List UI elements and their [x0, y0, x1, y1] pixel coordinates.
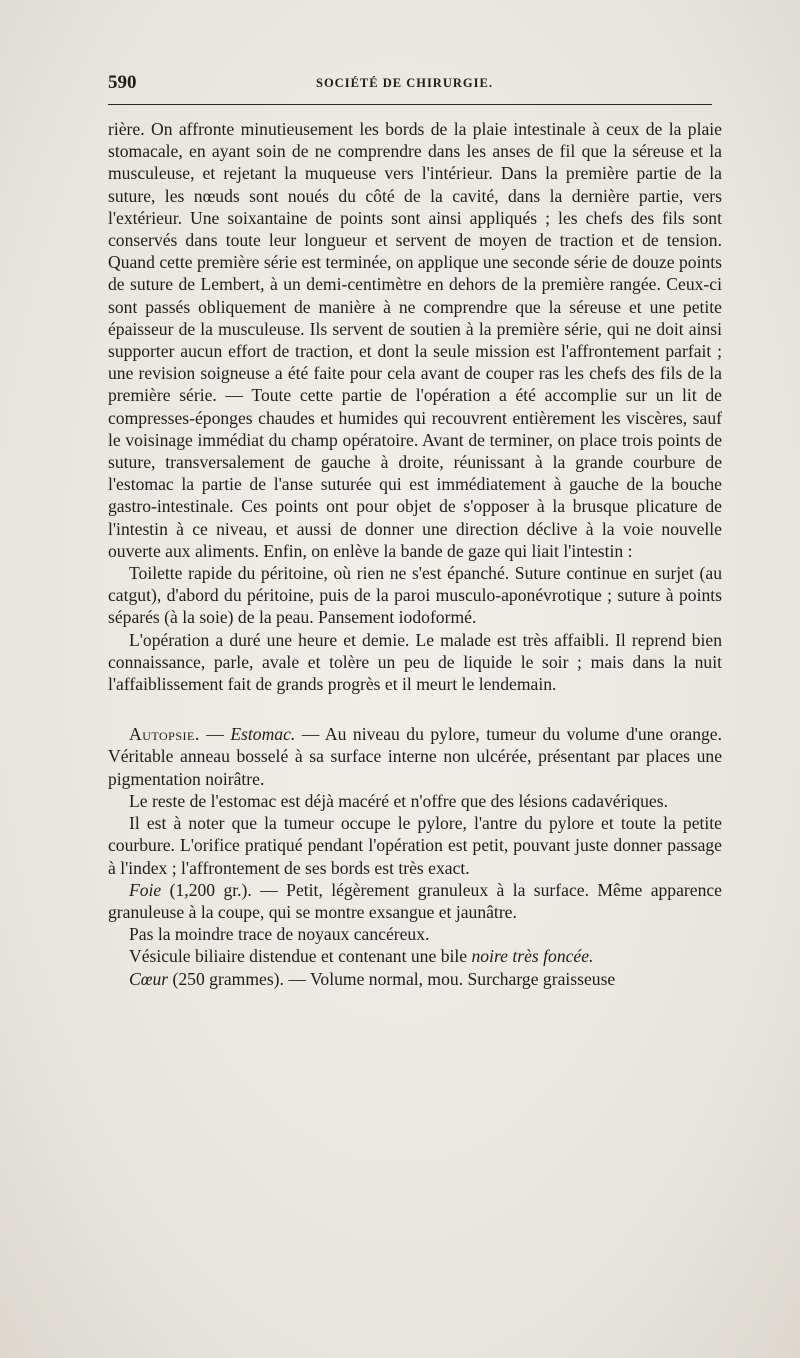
autopsie-text: — Au niveau du pylore, tumeur du volume d'une orange. Véritable anneau bosselé à sa surface interne non ulcérée, présentant par places une pigmentation noirâtre.	[108, 724, 722, 789]
page-header	[108, 72, 720, 98]
page-number: 590	[108, 72, 137, 93]
paragraph-suture: rière. On affronte minutieusement les bords de la plaie intestinale à ceux de la plaie stomacale, en ayant soin de ne comprendre dans les anses de fil que la séreuse et la musculeuse, et rejetant la muqueuse vers l'intérieur. Dans la première partie de la suture, les nœuds sont noués du côté de la cavité, dans la dernière partie, vers l'extérieur. Une soixantaine de points sont ainsi appliqués ; les chefs des fils sont conservés dans toute leur longueur et servent de moyen de traction et de tension. Quand cette première série est terminée, on applique une seconde série de douze points de suture de Lembert, à un demi-centimètre en dehors de la première rangée. Ceux-ci sont passés obliquement de manière à ne comprendre que la séreuse et une petite épaisseur de la musculeuse. Ils servent de soutien à la première série, qui ne doit ainsi supporter aucun effort de traction, et dont la seule mission est l'affrontement parfait ; une revision soigneuse a été faite pour cela avant de couper ras les chefs des fils de la première série. — Toute cette partie de l'opération a été accomplie sur un lit de compresses-éponges chaudes et humides qui recouvrent entièrement les viscères, sauf le voisinage immédiat du champ opératoire. Avant de terminer, on place trois points de suture, transversalement de gauche à droite, réunissant à la grande courbure de l'estomac la partie de l'anse suturée qui est immédiatement à gauche de la bouche gastro-intestinale. Ces points ont pour objet de s'opposer à la brusque plicature de l'intestin à ce niveau, et aussi de donner une direction déclive à la voie nouvelle ouverte aux aliments. Enfin, on enlève la bande de gaze qui liait l'intestin :	[108, 119, 722, 561]
body-text	[108, 118, 722, 990]
vesicule-italic: noire très foncée.	[471, 946, 594, 967]
paragraph-operation-duree: L'opération a duré une heure et demie. Le malade est très affaibli. Il reprend bien connaissance, parle, avale et tolère un peu de liquide le soir ; mais dans la nuit l'affaiblissement fait de grands progrès et il meurt le lendemain.	[108, 629, 722, 695]
coeur-text: (250 grammes). — Volume normal, mou. Surcharge graisseuse	[168, 968, 616, 989]
coeur-label: Cœur	[129, 968, 169, 989]
header-rule	[108, 104, 712, 105]
foie-label: Foie	[129, 879, 162, 900]
paragraph-coeur	[108, 968, 722, 990]
section-gap	[108, 695, 722, 723]
paragraph-autopsie	[108, 723, 722, 790]
autopsie-dash: —	[199, 724, 231, 745]
running-head: SOCIÉTÉ DE CHIRURGIE.	[316, 76, 493, 90]
paragraph-vesicule	[108, 945, 722, 967]
paragraph-foie	[108, 879, 722, 923]
vesicule-text: Vésicule biliaire distendue et contenant une bile	[129, 946, 472, 967]
foie-text: (1,200 gr.). — Petit, légèrement granuleux à la surface. Même apparence granuleuse à la coupe, qui se montre exsangue et jaunâtre.	[108, 879, 722, 922]
estomac-label: Estomac.	[230, 724, 296, 745]
paragraph-tumeur: Il est à noter que la tumeur occupe le pylore, l'antre du pylore et toute la petite courbure. L'orifice pratiqué pendant l'opération est petit, pouvant juste donner passage à l'index ; l'affrontement de ses bords est très exact.	[108, 813, 722, 878]
autopsie-label: Autopsie.	[129, 724, 200, 745]
paragraph-toilette: Toilette rapide du péritoine, où rien ne s'est épanché. Suture continue en surjet (au catgut), d'abord du péritoine, puis de la paroi musculo-aponévrotique ; suture à points séparés (à la soie) de la peau. Pansement iodoformé.	[108, 563, 722, 628]
paragraph-noyaux: Pas la moindre trace de noyaux cancéreux.	[129, 924, 430, 945]
paragraph-reste-estomac: Le reste de l'estomac est déjà macéré et n'offre que des lésions cadavériques.	[129, 790, 668, 811]
